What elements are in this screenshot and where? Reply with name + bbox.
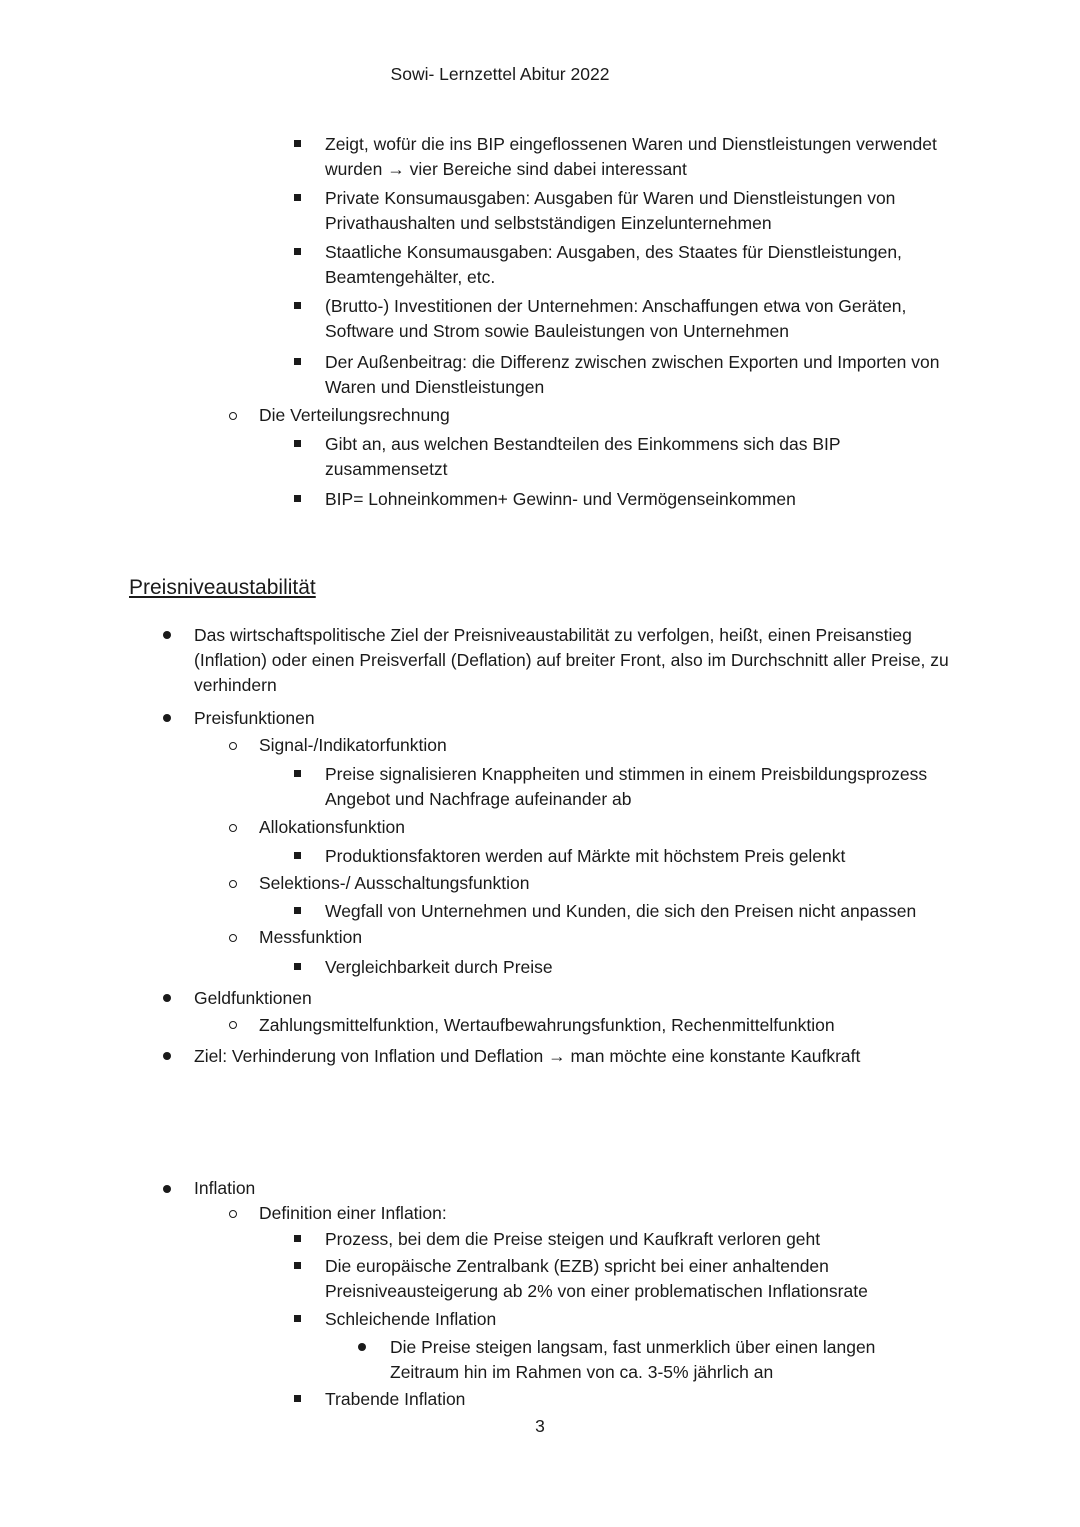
circle-bullet-icon — [229, 880, 237, 888]
function-detail: Produktionsfaktoren werden auf Märkte mit höchstem Preis gelenkt — [325, 846, 846, 866]
bullet-dot-icon — [163, 994, 171, 1002]
function-detail: Wegfall von Unternehmen und Kunden, die sich den Preisen nicht anpassen — [325, 901, 917, 921]
list-item: Gibt an, aus welchen Bestandteilen des Einkommens sich das BIP zusammensetzt — [325, 434, 841, 479]
square-bullet-icon — [294, 963, 301, 970]
circle-bullet-icon — [229, 412, 237, 420]
square-bullet-icon — [294, 1235, 301, 1242]
circle-bullet-icon — [229, 1021, 237, 1029]
inflation-label: Inflation — [194, 1178, 256, 1198]
bullet-dot-icon — [163, 1052, 171, 1060]
circle-bullet-icon — [229, 824, 237, 832]
list-item: Staatliche Konsumausgaben: Ausgaben, des Staates für Dienstleistungen, Beamtengehälter, etc. — [325, 242, 902, 287]
circle-bullet-icon — [229, 742, 237, 750]
verteilung-label: Die Verteilungsrechnung — [259, 405, 450, 425]
circle-bullet-icon — [229, 934, 237, 942]
square-bullet-icon — [294, 440, 301, 447]
bullet-dot-icon — [163, 631, 171, 639]
list-item: (Brutto-) Investitionen der Unternehmen: Anschaffungen etwa von Geräten, Software und Strom sowie Bauleistungen von Unternehmen — [325, 296, 907, 341]
list-item: BIP= Lohneinkommen+ Gewinn- und Vermögenseinkommen — [325, 489, 796, 509]
function-detail: Preise signalisieren Knappheiten und stimmen in einem Preisbildungsprozess Angebot und Nachfrage aufeinander ab — [325, 764, 928, 809]
ziel-text: Ziel: Verhinderung von Inflation und Deflation → man möchte eine konstante Kaufkraft — [194, 1046, 861, 1066]
list-item: Die Preise steigen langsam, fast unmerklich über einen langen Zeitraum hin im Rahmen von ca. 3-5% jährlich an — [390, 1337, 876, 1382]
function-detail: Vergleichbarkeit durch Preise — [325, 957, 553, 977]
definition-label: Definition einer Inflation: — [259, 1203, 447, 1223]
square-bullet-icon — [294, 1395, 301, 1402]
function-label: Allokationsfunktion — [259, 817, 405, 837]
list-item: Private Konsumausgaben: Ausgaben für Waren und Dienstleistungen von Privathaushalten und selbstständigen Einzelunternehmen — [325, 188, 896, 233]
square-bullet-icon — [294, 852, 301, 859]
square-bullet-icon — [294, 495, 301, 502]
square-bullet-icon — [294, 248, 301, 255]
square-bullet-icon — [294, 140, 301, 147]
square-bullet-icon — [294, 1262, 301, 1269]
list-item: Zeigt, wofür die ins BIP eingeflossenen Waren und Dienstleistungen verwendet wurden → vier Bereiche sind dabei interessant — [325, 134, 937, 179]
circle-bullet-icon — [229, 1210, 237, 1218]
bullet-dot-icon — [358, 1343, 366, 1351]
geldfunktionen-detail: Zahlungsmittelfunktion, Wertaufbewahrungsfunktion, Rechenmittelfunktion — [259, 1015, 835, 1035]
square-bullet-icon — [294, 302, 301, 309]
function-label: Selektions-/ Ausschaltungsfunktion — [259, 873, 530, 893]
geldfunktionen-label: Geldfunktionen — [194, 988, 312, 1008]
list-item: Die europäische Zentralbank (EZB) spricht bei einer anhaltenden Preisniveausteigerung ab 2% von einer problematischen Inflationsrate — [325, 1256, 868, 1301]
bullet-dot-icon — [163, 714, 171, 722]
page-header: Sowi- Lernzettel Abitur 2022 — [390, 64, 610, 84]
list-item: Der Außenbeitrag: die Differenz zwischen zwischen Exporten und Importen von Waren und Dienstleistungen — [325, 352, 940, 397]
section-title: Preisniveaustabilität — [129, 576, 316, 599]
function-label: Messfunktion — [259, 927, 363, 947]
list-item: Prozess, bei dem die Preise steigen und Kaufkraft verloren geht — [325, 1229, 821, 1249]
square-bullet-icon — [294, 1315, 301, 1322]
bullet-dot-icon — [163, 1185, 171, 1193]
list-item: Trabende Inflation — [325, 1389, 466, 1409]
intro-text: Das wirtschaftspolitische Ziel der Preisniveaustabilität zu verfolgen, heißt, einen Preisanstieg (Inflation) oder einen Preisverfall (Deflation) auf breiter Front, also im Durchschnitt aller Preise, zu verhindern — [194, 625, 949, 695]
square-bullet-icon — [294, 194, 301, 201]
square-bullet-icon — [294, 770, 301, 777]
page-number: 3 — [535, 1416, 545, 1436]
function-label: Signal-/Indikatorfunktion — [259, 735, 447, 755]
preisfunktionen-label: Preisfunktionen — [194, 708, 315, 728]
list-item: Schleichende Inflation — [325, 1309, 497, 1329]
square-bullet-icon — [294, 907, 301, 914]
square-bullet-icon — [294, 358, 301, 365]
